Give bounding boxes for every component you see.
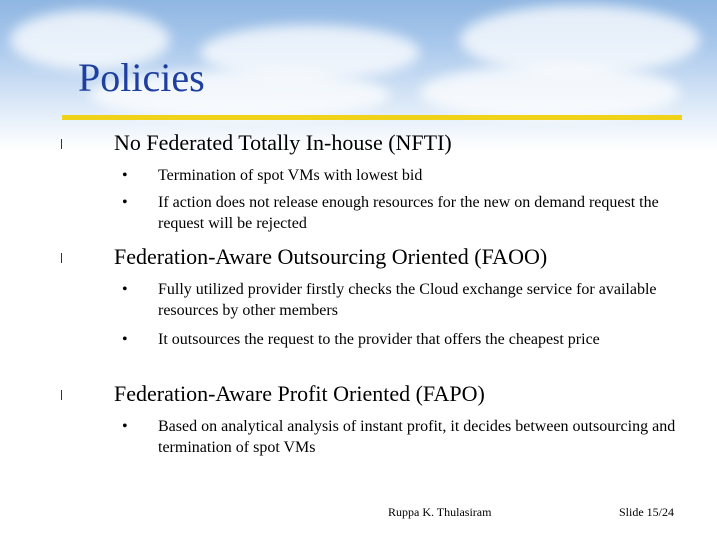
bullet-dot: • xyxy=(122,281,128,298)
bullet-text: Based on analytical analysis of instant profit, it decides between outsourcing and termination of spot VMs xyxy=(158,418,676,456)
bullet-text: Fully utilized provider firstly checks the Cloud exchange service for available resources by other members xyxy=(158,281,657,319)
bullet-text: It outsources the request to the provider that offers the cheapest price xyxy=(158,331,600,348)
bullet-item xyxy=(122,416,678,458)
footer-slide-number: Slide 15/24 xyxy=(619,505,675,519)
bullet-marker xyxy=(61,253,63,263)
title-underline xyxy=(62,115,682,120)
bullet-item xyxy=(122,165,678,186)
bullet-marker xyxy=(61,390,63,400)
slide-title: Policies xyxy=(78,55,205,100)
bullet-text: If action does not release enough resources for the new on demand request the request will be rejected xyxy=(158,194,659,232)
cloud-decoration xyxy=(420,65,680,120)
bullet-item xyxy=(122,279,678,321)
section-heading-text: No Federated Totally In-house (NFTI) xyxy=(114,130,452,155)
bullet-marker xyxy=(61,139,63,149)
bullet-item xyxy=(122,329,678,350)
section-heading xyxy=(114,244,547,270)
bullet-dot: • xyxy=(122,331,128,348)
bullet-dot: • xyxy=(122,194,128,211)
bullet-text: Termination of spot VMs with lowest bid xyxy=(158,167,423,184)
section-heading xyxy=(114,130,452,156)
section-heading xyxy=(114,381,485,407)
cloud-decoration xyxy=(460,5,700,75)
section-heading-text: Federation-Aware Profit Oriented (FAPO) xyxy=(114,381,485,406)
bullet-dot: • xyxy=(122,167,128,184)
bullet-item xyxy=(122,192,678,234)
section-heading-text: Federation-Aware Outsourcing Oriented (FAOO) xyxy=(114,244,548,269)
bullet-dot: • xyxy=(122,418,128,435)
footer-author: Ruppa K. Thulasiram xyxy=(388,505,492,519)
